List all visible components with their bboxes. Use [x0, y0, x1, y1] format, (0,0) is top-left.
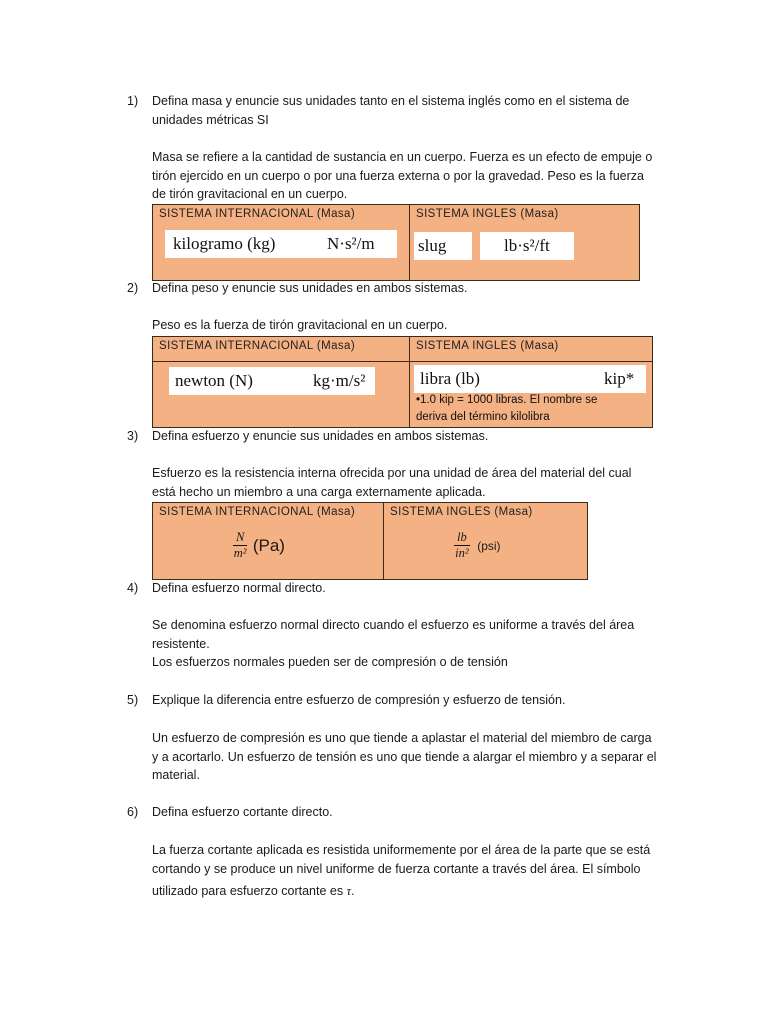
table-header-si: SISTEMA INTERNACIONAL (Masa) [159, 506, 356, 518]
answer-text-line: de tirón gravitacional en un cuerpo. [152, 187, 348, 201]
tau-symbol: τ [346, 884, 352, 898]
answer-3 [152, 464, 664, 501]
question-5: Explique la diferencia entre esfuerzo de compresión y esfuerzo de tensión. [152, 693, 566, 707]
table-header-si: SISTEMA INTERNACIONAL (Masa) [159, 208, 356, 220]
answer-text-line: Los esfuerzos normales pueden ser de compresión o de tensión [152, 655, 508, 669]
fraction: $\frac{lb}{\text{in²}}$ [455, 530, 469, 560]
unit-image [414, 365, 646, 393]
stress-unit-si [233, 530, 285, 561]
question-6: Defina esfuerzo cortante directo. [152, 805, 333, 819]
unit-abbrev: (psi) [477, 538, 501, 553]
unit-abbrev: (Pa) [252, 535, 285, 555]
unit-image [480, 232, 574, 260]
unit-name: libra (lb) [420, 369, 480, 388]
units-table-stress [152, 502, 588, 580]
fraction: $\frac{N}{\text{m²}}$ [233, 530, 247, 560]
table-header-si: SISTEMA INTERNACIONAL (Masa) [159, 340, 356, 352]
question-number: 1) [127, 94, 139, 108]
answer-text-line: material. [152, 768, 200, 782]
unit-symbol: kip* [604, 369, 635, 388]
unit-image [165, 230, 397, 258]
answer-text-line: Masa se refiere a la cantidad de sustancia en un cuerpo. Fuerza es un efecto de empuje o [152, 150, 653, 164]
answer-text-line: está hecho un miembro a una carga externamente aplicada. [152, 484, 486, 499]
table-header-english: SISTEMA INGLES (Masa) [416, 208, 559, 220]
question-1 [152, 92, 664, 129]
question-number: 3) [127, 429, 139, 443]
answer-text-line: y a acortarlo. Un esfuerzo de tensión es uno que tiende a alargar el miembro y a separar el [152, 749, 657, 764]
unit-image [414, 232, 472, 260]
table-header-english: SISTEMA INGLES (Masa) [416, 340, 559, 352]
question-text-line: Defina masa y enuncie sus unidades tanto en el sistema inglés como en el sistema de [152, 94, 630, 108]
unit-image [169, 367, 375, 395]
question-4: Defina esfuerzo normal directo. [152, 581, 326, 595]
unit-symbol: kg·m/s² [313, 371, 366, 390]
answer-text-line: La fuerza cortante aplicada es resistida uniformemente por el área de la parte que se está [152, 843, 651, 857]
answer-text-line: resistente. [152, 636, 210, 651]
answer-4 [152, 616, 664, 672]
question-2: Defina peso y enuncie sus unidades en ambos sistemas. [152, 281, 468, 295]
answer-1 [152, 148, 664, 204]
question-number: 6) [127, 805, 139, 819]
answer-text-line: Esfuerzo es la resistencia interna ofrecida por una unidad de área del material del cual [152, 466, 632, 480]
unit-symbol: N·s²/m [327, 234, 375, 253]
unit-symbol: lb·s²/ft [504, 236, 550, 255]
unit-name: slug [418, 236, 447, 255]
question-number: 2) [127, 281, 139, 295]
question-number: 4) [127, 581, 139, 595]
answer-text-line: utilizado para esfuerzo cortante es τ. [152, 884, 355, 898]
unit-note: •1.0 kip = 1000 libras. El nombre se deriva del término kilolibra [416, 394, 598, 423]
answer-text-line: cortando y se produce un nivel uniforme de fuerza cortante a través del área. El símbolo [152, 861, 641, 876]
units-table-mass [152, 204, 640, 281]
unit-name: newton (N) [175, 371, 253, 390]
answer-text-line: tirón ejercido en un cuerpo o por una fuerza externa o por la gravedad. Peso es la fuerza [152, 168, 644, 183]
answer-text-line: Un esfuerzo de compresión es uno que tiende a aplastar el material del miembro de carga [152, 731, 652, 745]
answer-6 [152, 841, 664, 901]
units-table-weight [152, 336, 653, 428]
stress-unit-english [454, 530, 501, 561]
question-text-line: unidades métricas SI [152, 112, 269, 127]
question-3: Defina esfuerzo y enuncie sus unidades en ambos sistemas. [152, 429, 489, 443]
table-header-english: SISTEMA INGLES (Masa) [390, 506, 533, 518]
answer-2: Peso es la fuerza de tirón gravitacional en un cuerpo. [152, 318, 448, 332]
answer-text-line: Se denomina esfuerzo normal directo cuando el esfuerzo es uniforme a través del área [152, 618, 635, 632]
answer-5 [152, 729, 664, 785]
unit-name: kilogramo (kg) [173, 234, 276, 253]
question-number: 5) [127, 693, 139, 707]
